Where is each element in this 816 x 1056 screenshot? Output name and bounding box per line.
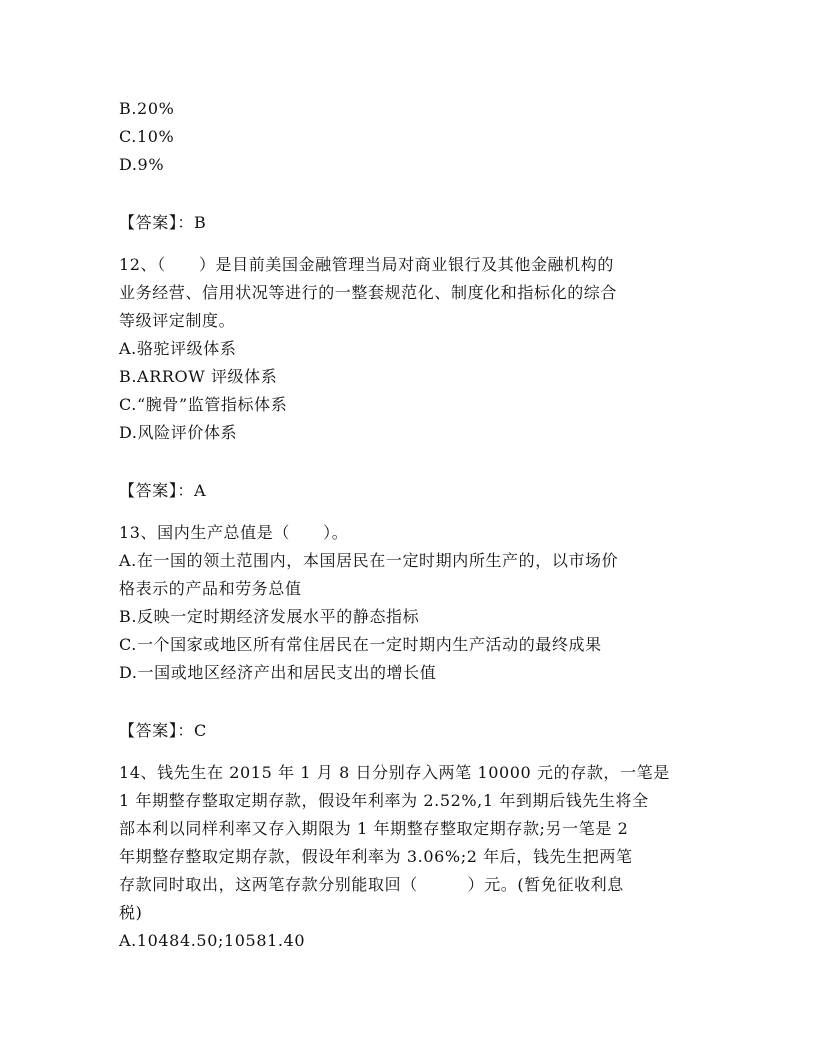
question-stem-line: 1 年期整存整取定期存款，假设年利率为 2.52%,1 年到期后钱先生将全	[119, 791, 649, 810]
question-14	[119, 761, 699, 953]
option-a-continued: 格表示的产品和劳务总值	[119, 579, 302, 598]
question-stem-line: 存款同时取出，这两笔存款分别能取回（ ）元。(暂免征收利息	[119, 875, 624, 894]
exam-page	[119, 97, 699, 953]
option-d: D.9%	[119, 155, 165, 174]
question-stem-line: 税)	[119, 903, 143, 922]
option-c: C.一个国家或地区所有常住居民在一定时期内生产活动的最终成果	[119, 635, 602, 654]
question-stem-line: 13、国内生产总值是（ ）。	[119, 523, 349, 542]
option-d: D.风险评价体系	[119, 423, 238, 442]
question-11-options	[119, 97, 699, 177]
option-d: D.一国或地区经济产出和居民支出的增长值	[119, 663, 437, 682]
question-stem-line: 12、（ ）是目前美国金融管理当局对商业银行及其他金融机构的	[119, 255, 614, 274]
option-b: B.反映一定时期经济发展水平的静态指标	[119, 607, 420, 626]
question-12	[119, 253, 699, 445]
answer-12: 【答案】：A	[119, 481, 207, 500]
option-a: A.10484.50;10581.40	[119, 931, 306, 950]
answer-11: 【答案】：B	[119, 213, 207, 232]
question-stem-line: 业务经营、信用状况等进行的一整套规范化、制度化和指标化的综合	[119, 283, 618, 302]
option-b: B.ARROW 评级体系	[119, 367, 278, 386]
question-stem-line: 部本利以同样利率又存入期限为 1 年期整存整取定期存款;另一笔是 2	[119, 819, 629, 838]
answer-13: 【答案】：C	[119, 721, 207, 740]
option-c: C.“腕骨”监管指标体系	[119, 395, 288, 414]
question-stem-line: 14、钱先生在 2015 年 1 月 8 日分别存入两笔 10000 元的存款，一笔是	[119, 763, 670, 782]
option-c: C.10%	[119, 127, 175, 146]
question-stem-line: 年期整存整取定期存款，假设年利率为 3.06%;2 年后，钱先生把两笔	[119, 847, 633, 866]
option-a: A.骆驼评级体系	[119, 339, 237, 358]
option-b: B.20%	[119, 99, 175, 118]
question-13	[119, 521, 699, 685]
option-a: A.在一国的领土范围内，本国居民在一定时期内所生产的，以市场价	[119, 551, 619, 570]
question-stem-line: 等级评定制度。	[119, 311, 236, 330]
